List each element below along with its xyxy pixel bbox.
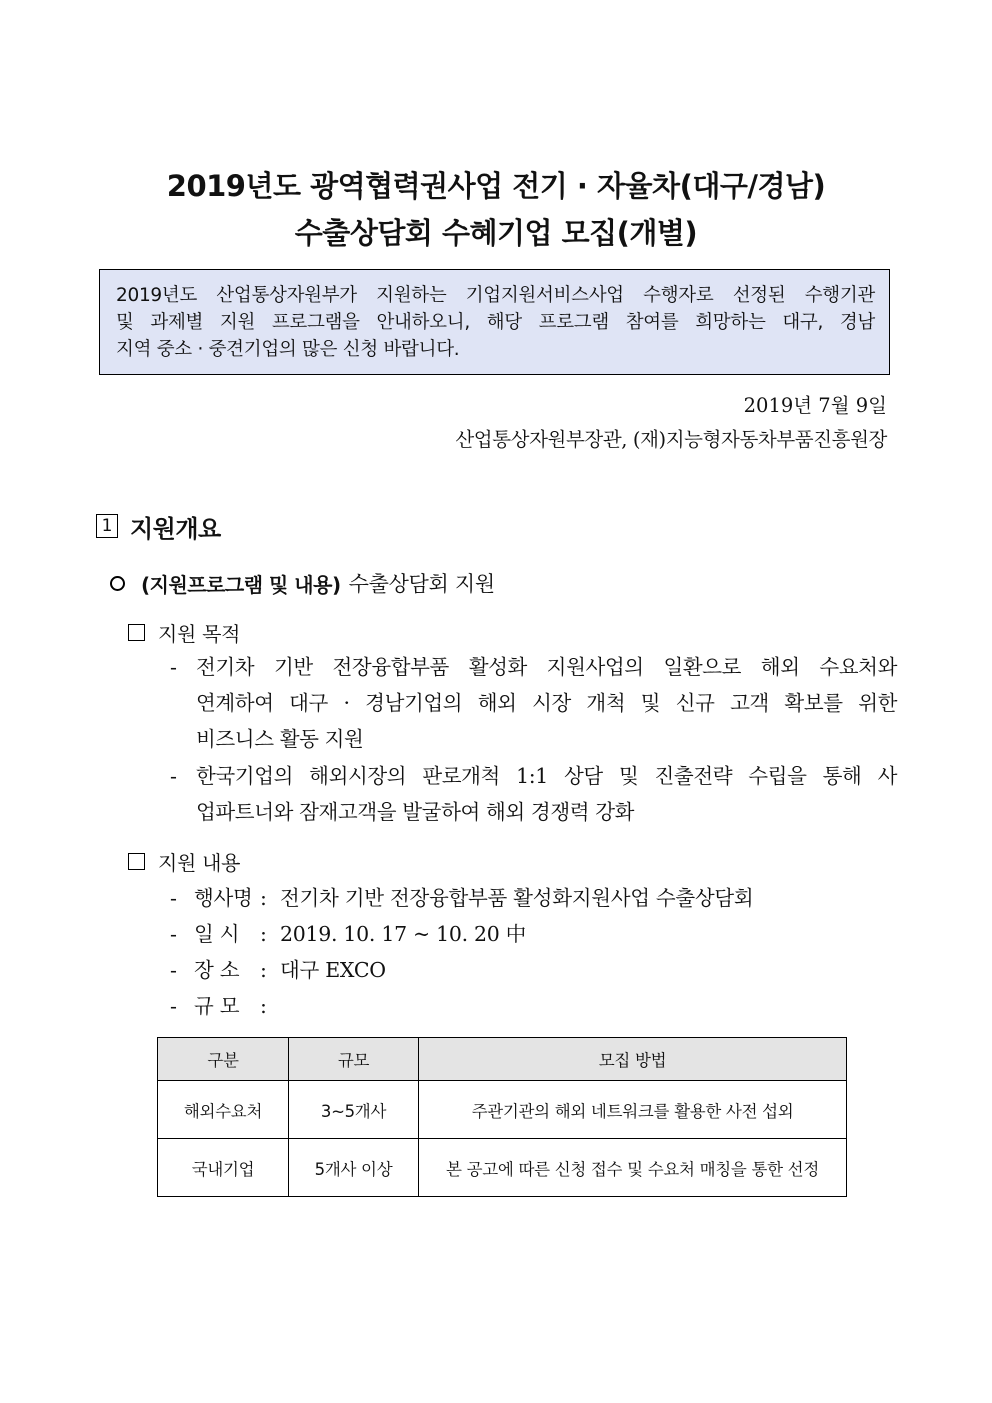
purpose-line: 비즈니스 활동 지원 — [196, 727, 364, 751]
issuer: 산업통상자원부장관, (재)지능형자동차부품진흥원장 — [455, 428, 887, 451]
subsection-text: 수출상담회 지원 — [348, 572, 495, 596]
spec-value: 전기차 기반 전장융합부품 활성화지원사업 수출상담회 — [280, 886, 754, 910]
content-specs — [170, 880, 753, 1024]
purpose-line: 한국기업의 해외시장의 판로개척 1:1 상담 및 진출전략 수립을 통해 사 — [196, 764, 897, 788]
table-row — [158, 1081, 847, 1139]
purpose-line: 업파트너와 잠재고객을 발굴하여 해외 경쟁력 강화 — [196, 800, 635, 824]
issue-date: 2019년 7월 9일 — [743, 394, 887, 417]
spec-label: 규 모 — [194, 994, 240, 1018]
circle-bullet-icon — [110, 576, 125, 591]
dash-bullet-icon: - — [170, 922, 177, 946]
spec-date — [170, 916, 753, 952]
table-cell: 해외수요처 — [158, 1081, 289, 1139]
spec-place — [170, 952, 753, 988]
spec-colon: : — [260, 994, 267, 1018]
section-heading — [96, 511, 221, 541]
table-cell: 3~5개사 — [289, 1081, 419, 1139]
purpose-line: 연계하여 대구 · 경남기업의 해외 시장 개척 및 신규 고객 확보를 위한 — [196, 691, 897, 715]
section-title: 지원개요 — [130, 514, 221, 543]
purpose-heading-text: 지원 목적 — [158, 621, 241, 646]
document-title-line1: 2019년도 광역협력권사업 전기 · 자율차(대구/경남) — [166, 169, 826, 203]
dash-bullet-icon: - — [170, 958, 177, 982]
notice-line: 및 과제별 지원 프로그램을 안내하오니, 해당 프로그램 참여를 희망하는 대구, 경남 — [116, 312, 875, 333]
table-cell: 5개사 이상 — [289, 1139, 419, 1197]
square-bullet-icon — [128, 624, 145, 641]
table-header-cell: 모집 방법 — [419, 1038, 847, 1081]
spec-colon: : — [260, 886, 267, 910]
table-row — [158, 1139, 847, 1197]
section-number: 1 — [96, 514, 118, 538]
table-header-cell: 규모 — [289, 1038, 419, 1081]
spec-value: 2019. 10. 17 ~ 10. 20 中 — [280, 922, 526, 946]
purpose-item-2 — [170, 758, 897, 830]
table-header-cell: 구분 — [158, 1038, 289, 1081]
dash-bullet-icon: - — [170, 655, 177, 679]
purpose-item-1 — [170, 649, 897, 757]
purpose-heading — [128, 619, 240, 645]
spec-value: 대구 EXCO — [280, 958, 386, 982]
table-header-row — [158, 1038, 847, 1081]
scale-table — [157, 1037, 847, 1197]
table-cell: 본 공고에 따른 신청 접수 및 수요처 매칭을 통한 선정 — [419, 1139, 847, 1197]
dash-bullet-icon: - — [170, 886, 177, 910]
content-heading — [128, 848, 240, 874]
spec-event — [170, 880, 753, 916]
purpose-line: 전기차 기반 전장융합부품 활성화 지원사업의 일환으로 해외 수요처와 — [196, 655, 897, 679]
notice-line: 2019년도 산업통상자원부가 지원하는 기업지원서비스사업 수행자로 선정된 수행기관 — [116, 285, 875, 306]
spec-scale — [170, 988, 753, 1024]
table-cell: 국내기업 — [158, 1139, 289, 1197]
subsection-bold: (지원프로그램 및 내용) — [141, 572, 341, 597]
table-cell: 주관기관의 해외 네트워크를 활용한 사전 섭외 — [419, 1081, 847, 1139]
spec-colon: : — [260, 922, 267, 946]
spec-colon: : — [260, 958, 267, 982]
notice-box — [99, 269, 890, 375]
subsection-heading — [110, 569, 495, 597]
notice-line: 지역 중소 · 중견기업의 많은 신청 바랍니다. — [116, 339, 460, 360]
spec-label: 장 소 — [194, 958, 240, 982]
spec-label: 행사명 — [194, 886, 253, 910]
dash-bullet-icon: - — [170, 764, 177, 788]
document-title-line2: 수출상담회 수혜기업 모집(개별) — [294, 216, 698, 250]
square-bullet-icon — [128, 853, 145, 870]
spec-label: 일 시 — [194, 922, 240, 946]
content-heading-text: 지원 내용 — [158, 850, 241, 875]
dash-bullet-icon: - — [170, 994, 177, 1018]
